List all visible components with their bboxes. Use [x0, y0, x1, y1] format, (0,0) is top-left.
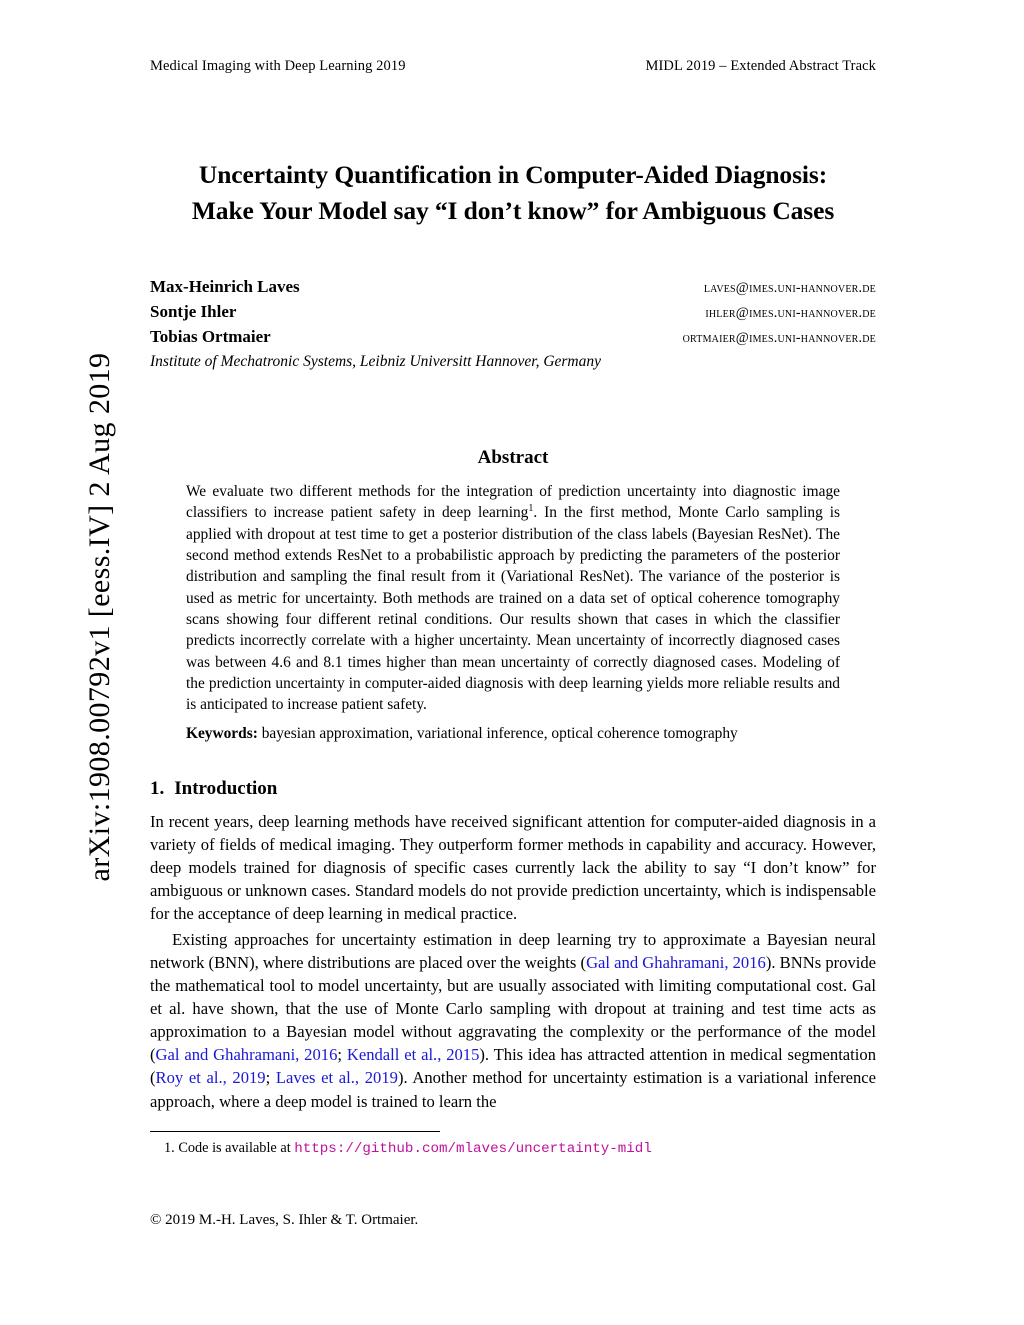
running-head-left: Medical Imaging with Deep Learning 2019: [150, 58, 406, 74]
author-name: Tobias Ortmaier: [150, 327, 271, 347]
author-name: Sontje Ihler: [150, 302, 237, 322]
affiliation: Institute of Mechatronic Systems, Leibniz Universitt Hannover, Germany: [150, 352, 602, 370]
author-email: ortmaier@imes.uni-hannover.de: [682, 330, 876, 347]
section-heading-introduction: [150, 778, 876, 800]
footnote-code-url[interactable]: https://github.com/mlaves/uncertainty-midl: [294, 1140, 652, 1157]
abstract-text: [186, 481, 840, 716]
abstract-text-part-1: We evaluate two different methods for the integration of prediction uncertainty into diagnostic image classifiers to increase patient safety in deep learning: [186, 482, 840, 522]
copyright-notice: © 2019 M.-H. Laves, S. Ihler & T. Ortmaier.: [150, 1212, 419, 1228]
author-email: ihler@imes.uni-hannover.de: [705, 305, 876, 322]
abstract-text-part-2: . In the first method, Monte Carlo sampling is applied with dropout at test time to get a posterior distribution of the class labels (Bayesian ResNet). The second method extends ResNet to a probabilistic approach by predicting the parameters of the posterior distribution and sampling the final result from it (Variational ResNet). The variance of the posterior is used as metric for uncertainty. Both methods are trained on a data set of optical coherence tomography scans showing four different retinal conditions. Our results shown that cases in which the classifier predicts incorrectly correlate with a higher uncertainty. Mean uncertainty of incorrectly diagnosed cases was between 4.6 and 8.1 times higher than mean uncertainty of correctly diagnosed cases. Modeling of the prediction uncertainty in computer-aided diagnosis with deep learning yields more reliable results and is anticipated to increase patient safety.: [186, 504, 840, 714]
section-title: Introduction: [174, 777, 278, 799]
author-row: [150, 275, 876, 300]
footnote-text: Code is available at: [178, 1139, 291, 1156]
paper-content: [150, 58, 876, 1159]
paragraph-2: [150, 928, 876, 1113]
citation-link-gal-ghahramani-2016-2[interactable]: Gal and Ghahramani, 2016: [155, 1045, 338, 1065]
footnote-1: [164, 1139, 876, 1159]
abstract-heading: Abstract: [477, 446, 549, 468]
keywords-line: [186, 723, 840, 744]
keywords-label: Keywords:: [186, 724, 258, 742]
citation-link-laves-2019[interactable]: Laves et al., 2019: [275, 1068, 398, 1088]
citation-link-kendall-2015[interactable]: Kendall et al., 2015: [346, 1045, 480, 1065]
author-name: Max-Heinrich Laves: [150, 277, 300, 297]
arxiv-identifier-stamp: arXiv:1908.00792v1 [eess.IV] 2 Aug 2019: [83, 352, 116, 882]
paragraph-2-part-a: Existing approaches for uncertainty estimation in deep learning try to approximate a Bayesian neural network (BNN), where distributions are placed over the weights (: [150, 929, 876, 972]
paragraph-1: In recent years, deep learning methods have received significant attention for computer-aided diagnosis in a variety of fields of medical imaging. They outperform former methods in capability and accuracy. However, deep models trained for diagnosis of specific cases currently lack the ability to say “I don’t know” for ambiguous or unknown cases. Standard models do not provide prediction uncertainty, which is indispensable for the acceptance of deep learning in medical practice.: [150, 811, 876, 924]
paragraph-2-part-d: ). Another method for uncertainty estimation is a variational inference approach, where a deep model is trained to learn the: [150, 1068, 876, 1111]
author-row: [150, 325, 876, 350]
citation-link-roy-2019[interactable]: Roy et al., 2019: [155, 1068, 266, 1088]
paragraph-2-separator-1: ;: [337, 1045, 347, 1065]
title-line-1: Uncertainty Quantification in Computer-Aided Diagnosis:: [198, 160, 828, 189]
paragraph-2-separator-2: ;: [265, 1068, 276, 1088]
title-line-2: Make Your Model say “I don’t know” for Ambiguous Cases: [191, 196, 835, 226]
author-block: [150, 275, 876, 370]
footnote-divider: [150, 1131, 440, 1132]
page-title: [150, 157, 876, 229]
abstract-footnote-marker: 1: [528, 503, 534, 515]
citation-link-gal-ghahramani-2016[interactable]: Gal and Ghahramani, 2016: [586, 952, 766, 972]
keywords-value: bayesian approximation, variational inference, optical coherence tomography: [261, 724, 738, 742]
author-row: [150, 300, 876, 325]
footnote-marker: 1.: [164, 1139, 175, 1156]
paragraph-2-part-b: ). BNNs provide the mathematical tool to model uncertainty, but are usually associated with limiting computational cost. Gal et al. have shown, that the use of Monte Carlo sampling with dropout at training and test time acts as approximation to a Bayesian model without aggravating the complexity or the performance of the model (: [150, 952, 877, 1065]
running-head: [150, 58, 876, 75]
section-number: 1.: [150, 777, 165, 799]
paragraph-2-part-c: ). This idea has attracted attention in medical segmentation (: [150, 1045, 876, 1088]
author-email: laves@imes.uni-hannover.de: [703, 280, 876, 297]
running-head-right: MIDL 2019 – Extended Abstract Track: [645, 58, 876, 74]
